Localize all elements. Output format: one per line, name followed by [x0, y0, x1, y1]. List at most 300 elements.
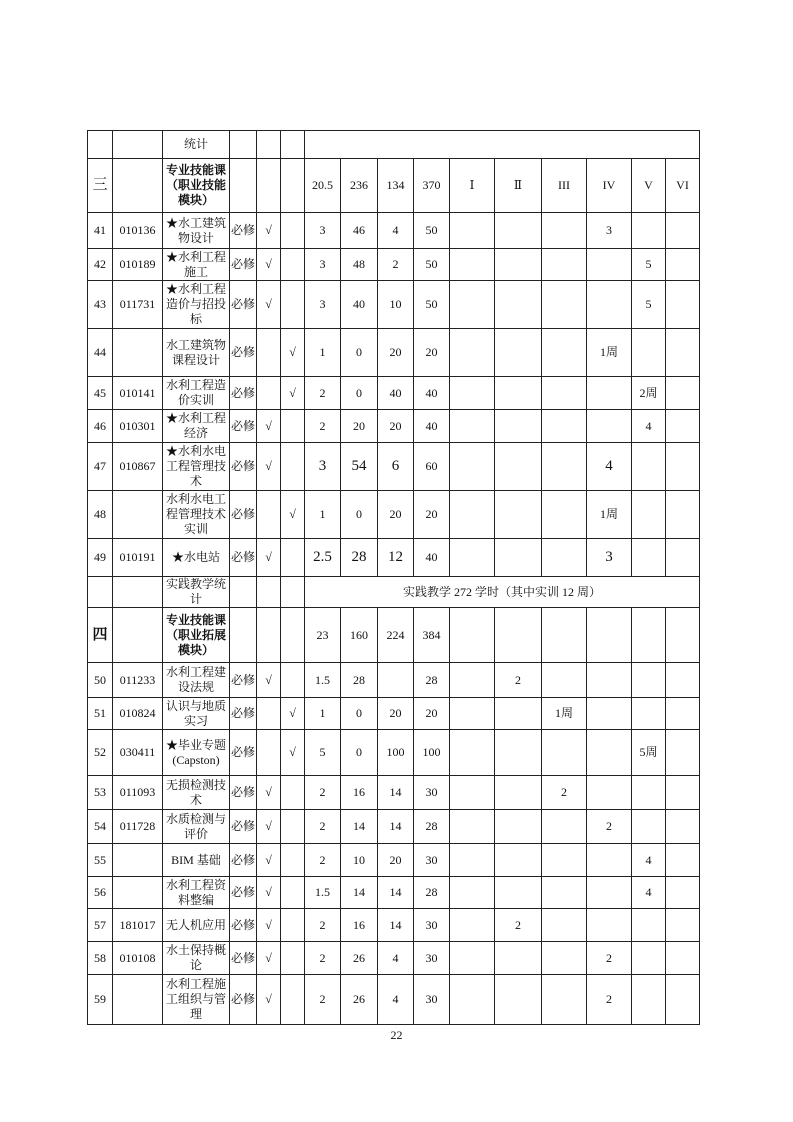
cell-term-1: [450, 810, 495, 844]
cell-check: √: [281, 730, 305, 776]
cell-term-3: [542, 443, 587, 491]
cell-course-code: 010136: [113, 213, 163, 249]
cell-term-6: [666, 810, 700, 844]
cell-credits: 2.5: [305, 539, 341, 577]
cell-practice-hours: 100: [378, 730, 414, 776]
cell-theory-hours: 14: [341, 810, 378, 844]
cell-term-5: 5: [632, 249, 666, 281]
cell-practice-hours: 134: [378, 159, 414, 213]
cell-term-1: [450, 663, 495, 698]
table-row: [88, 776, 700, 810]
cell-seq: 57: [88, 909, 113, 942]
cell-term-3: [542, 975, 587, 1025]
cell-exam: √: [257, 942, 281, 975]
cell-course-code: 011233: [113, 663, 163, 698]
cell-exam: [257, 608, 281, 663]
cell-term-3: [542, 410, 587, 443]
cell-practice-hours: 14: [378, 877, 414, 909]
cell-course-name: 无损检测技术: [163, 776, 230, 810]
cell-total-hours: 50: [414, 213, 450, 249]
cell-term-1: [450, 539, 495, 577]
cell-exam: [257, 377, 281, 410]
cell-term-1: [450, 281, 495, 329]
cell-term-6: [666, 410, 700, 443]
cell-term-2: [495, 776, 542, 810]
table-row: [88, 539, 700, 577]
cell-check: [281, 608, 305, 663]
cell-term-2: [495, 213, 542, 249]
cell-term-6: VI: [666, 159, 700, 213]
cell-exam: √: [257, 213, 281, 249]
cell-term-2: [495, 608, 542, 663]
cell-term-3: [542, 608, 587, 663]
cell-check: [281, 539, 305, 577]
cell-seq: 四: [88, 608, 113, 663]
cell-course-name: BIM 基础: [163, 844, 230, 877]
cell-course-name: 水利水电工程管理技术实训: [163, 491, 230, 539]
cell-term-6: [666, 776, 700, 810]
cell-practice-hours: 6: [378, 443, 414, 491]
cell-term-2: [495, 281, 542, 329]
cell-seq: 44: [88, 329, 113, 377]
cell-term-4: [587, 663, 632, 698]
cell-term-3: [542, 663, 587, 698]
cell-check: [281, 131, 305, 159]
cell-seq: 49: [88, 539, 113, 577]
cell-check: [281, 877, 305, 909]
cell-course-type: [230, 159, 257, 213]
cell-exam: [257, 730, 281, 776]
cell-total-hours: 50: [414, 249, 450, 281]
cell-term-1: [450, 377, 495, 410]
table-row: [88, 410, 700, 443]
cell-check: [281, 410, 305, 443]
cell-check: [281, 159, 305, 213]
cell-term-2: [495, 975, 542, 1025]
cell-term-5: [632, 810, 666, 844]
cell-term-3: [542, 329, 587, 377]
cell-seq: 53: [88, 776, 113, 810]
cell-total-hours: 60: [414, 443, 450, 491]
cell-term-2: [495, 249, 542, 281]
cell-theory-hours: 14: [341, 877, 378, 909]
cell-term-2: [495, 443, 542, 491]
cell-theory-hours: 28: [341, 539, 378, 577]
cell-course-code: 010108: [113, 942, 163, 975]
cell-course-code: [113, 975, 163, 1025]
cell-theory-hours: 160: [341, 608, 378, 663]
cell-term-1: [450, 491, 495, 539]
cell-exam: [257, 159, 281, 213]
cell-term-2: Ⅱ: [495, 159, 542, 213]
cell-check: [281, 810, 305, 844]
cell-course-type: 必修: [230, 909, 257, 942]
cell-seq: [88, 577, 113, 608]
cell-credits: 1.5: [305, 663, 341, 698]
cell-total-hours: 20: [414, 329, 450, 377]
cell-term-2: [495, 730, 542, 776]
cell-theory-hours: 40: [341, 281, 378, 329]
table-row: [88, 698, 700, 730]
cell-theory-hours: 0: [341, 730, 378, 776]
cell-term-5: V: [632, 159, 666, 213]
cell-theory-hours: 16: [341, 909, 378, 942]
cell-term-4: [587, 776, 632, 810]
cell-practice-hours: 12: [378, 539, 414, 577]
cell-exam: √: [257, 975, 281, 1025]
cell-course-code: 030411: [113, 730, 163, 776]
cell-course-type: 必修: [230, 663, 257, 698]
cell-exam: √: [257, 539, 281, 577]
cell-credits: 5: [305, 730, 341, 776]
cell-course-type: 必修: [230, 329, 257, 377]
cell-total-hours: 30: [414, 942, 450, 975]
cell-term-4: [587, 730, 632, 776]
cell-theory-hours: 0: [341, 377, 378, 410]
cell-check: [281, 213, 305, 249]
cell-term-2: [495, 844, 542, 877]
cell-merged-note: 实践教学 272 学时（其中实训 12 周）: [305, 577, 700, 608]
cell-course-name: 水利工程施工组织与管理: [163, 975, 230, 1025]
cell-total-hours: 30: [414, 909, 450, 942]
cell-term-5: [632, 539, 666, 577]
cell-course-type: 必修: [230, 443, 257, 491]
cell-term-4: 2: [587, 942, 632, 975]
cell-theory-hours: 26: [341, 975, 378, 1025]
cell-seq: 45: [88, 377, 113, 410]
cell-term-4: [587, 877, 632, 909]
cell-total-hours: 30: [414, 844, 450, 877]
cell-term-6: [666, 539, 700, 577]
cell-term-5: [632, 942, 666, 975]
cell-total-hours: 20: [414, 491, 450, 539]
cell-term-6: [666, 329, 700, 377]
cell-theory-hours: 0: [341, 698, 378, 730]
cell-term-1: [450, 776, 495, 810]
cell-check: [281, 663, 305, 698]
cell-theory-hours: 0: [341, 329, 378, 377]
cell-term-1: [450, 730, 495, 776]
cell-term-5: [632, 698, 666, 730]
cell-course-type: 必修: [230, 281, 257, 329]
cell-term-2: [495, 877, 542, 909]
cell-course-type: 必修: [230, 698, 257, 730]
table-row: [88, 249, 700, 281]
cell-course-type: 必修: [230, 810, 257, 844]
cell-course-name: 统计: [163, 131, 230, 159]
cell-total-hours: 370: [414, 159, 450, 213]
cell-credits: 1: [305, 329, 341, 377]
cell-term-2: [495, 377, 542, 410]
cell-course-name: ★水利工程施工: [163, 249, 230, 281]
cell-course-name: ★水利水电工程管理技术: [163, 443, 230, 491]
cell-course-name: ★水工建筑物设计: [163, 213, 230, 249]
cell-credits: 2: [305, 377, 341, 410]
cell-credits: 3: [305, 443, 341, 491]
cell-seq: 43: [88, 281, 113, 329]
cell-total-hours: 30: [414, 776, 450, 810]
cell-credits: 1.5: [305, 877, 341, 909]
cell-seq: 三: [88, 159, 113, 213]
cell-practice-hours: 20: [378, 844, 414, 877]
cell-credits: 3: [305, 213, 341, 249]
cell-practice-hours: 10: [378, 281, 414, 329]
cell-check: [281, 577, 305, 608]
cell-credits: 2: [305, 410, 341, 443]
cell-check: [281, 281, 305, 329]
cell-course-name: 专业技能课（职业拓展模块）: [163, 608, 230, 663]
cell-term-6: [666, 491, 700, 539]
cell-check: √: [281, 698, 305, 730]
cell-term-5: [632, 443, 666, 491]
table-row: [88, 844, 700, 877]
cell-term-5: 5周: [632, 730, 666, 776]
cell-term-6: [666, 213, 700, 249]
cell-credits: 20.5: [305, 159, 341, 213]
cell-term-4: 2: [587, 975, 632, 1025]
cell-term-1: [450, 410, 495, 443]
cell-exam: [257, 577, 281, 608]
cell-practice-hours: 14: [378, 776, 414, 810]
cell-practice-hours: 4: [378, 942, 414, 975]
cell-exam: √: [257, 410, 281, 443]
cell-course-name: 水土保持概论: [163, 942, 230, 975]
cell-credits: 2: [305, 844, 341, 877]
cell-term-4: [587, 698, 632, 730]
cell-term-2: [495, 698, 542, 730]
cell-term-6: [666, 281, 700, 329]
cell-exam: √: [257, 877, 281, 909]
cell-course-type: 必修: [230, 491, 257, 539]
cell-theory-hours: 16: [341, 776, 378, 810]
table-row: [88, 329, 700, 377]
cell-term-4: [587, 281, 632, 329]
cell-seq: 51: [88, 698, 113, 730]
cell-term-4: [587, 608, 632, 663]
cell-exam: [257, 131, 281, 159]
cell-term-2: 2: [495, 663, 542, 698]
cell-course-name: ★水利工程造价与招投标: [163, 281, 230, 329]
cell-exam: [257, 329, 281, 377]
cell-term-3: [542, 539, 587, 577]
cell-term-2: [495, 491, 542, 539]
cell-check: [281, 909, 305, 942]
cell-practice-hours: 224: [378, 608, 414, 663]
cell-term-3: III: [542, 159, 587, 213]
table-row: [88, 213, 700, 249]
cell-course-code: 011728: [113, 810, 163, 844]
cell-term-3: [542, 213, 587, 249]
cell-term-5: 5: [632, 281, 666, 329]
cell-seq: 41: [88, 213, 113, 249]
cell-term-3: [542, 810, 587, 844]
cell-seq: 47: [88, 443, 113, 491]
cell-course-code: 010867: [113, 443, 163, 491]
cell-credits: 1: [305, 698, 341, 730]
cell-term-5: 2周: [632, 377, 666, 410]
cell-term-5: 4: [632, 877, 666, 909]
cell-term-5: 4: [632, 844, 666, 877]
cell-term-6: [666, 608, 700, 663]
cell-credits: 23: [305, 608, 341, 663]
cell-term-6: [666, 377, 700, 410]
cell-course-type: 必修: [230, 975, 257, 1025]
course-table: [87, 130, 700, 1025]
cell-practice-hours: 4: [378, 213, 414, 249]
cell-seq: 48: [88, 491, 113, 539]
cell-term-6: [666, 730, 700, 776]
table-row: [88, 942, 700, 975]
cell-exam: √: [257, 249, 281, 281]
cell-course-code: 181017: [113, 909, 163, 942]
cell-exam: √: [257, 844, 281, 877]
cell-total-hours: 30: [414, 975, 450, 1025]
cell-course-code: [113, 131, 163, 159]
table-row: [88, 443, 700, 491]
cell-course-type: 必修: [230, 410, 257, 443]
table-row: [88, 131, 700, 159]
cell-course-name: 专业技能课（职业技能模块）: [163, 159, 230, 213]
cell-term-2: [495, 539, 542, 577]
cell-course-type: 必修: [230, 844, 257, 877]
cell-term-5: [632, 608, 666, 663]
cell-term-6: [666, 443, 700, 491]
cell-check: [281, 249, 305, 281]
cell-term-3: [542, 844, 587, 877]
cell-term-4: IV: [587, 159, 632, 213]
cell-course-code: 010189: [113, 249, 163, 281]
cell-term-5: [632, 329, 666, 377]
cell-term-5: [632, 975, 666, 1025]
cell-merged-note: [305, 131, 700, 159]
cell-practice-hours: 20: [378, 698, 414, 730]
cell-course-name: ★毕业专题(Capston): [163, 730, 230, 776]
cell-term-3: [542, 877, 587, 909]
cell-term-6: [666, 249, 700, 281]
cell-seq: 54: [88, 810, 113, 844]
table-row: [88, 975, 700, 1025]
cell-term-4: [587, 410, 632, 443]
cell-practice-hours: 4: [378, 975, 414, 1025]
cell-course-type: [230, 608, 257, 663]
table-body: [88, 131, 700, 1025]
cell-practice-hours: [378, 663, 414, 698]
cell-practice-hours: 20: [378, 329, 414, 377]
table-row: [88, 877, 700, 909]
cell-course-type: 必修: [230, 942, 257, 975]
cell-term-4: 3: [587, 539, 632, 577]
cell-seq: 55: [88, 844, 113, 877]
cell-theory-hours: 0: [341, 491, 378, 539]
cell-course-type: 必修: [230, 213, 257, 249]
cell-term-6: [666, 844, 700, 877]
cell-course-code: 010824: [113, 698, 163, 730]
cell-term-6: [666, 975, 700, 1025]
cell-seq: 56: [88, 877, 113, 909]
cell-term-5: [632, 776, 666, 810]
cell-term-1: [450, 844, 495, 877]
cell-term-6: [666, 663, 700, 698]
cell-course-code: [113, 329, 163, 377]
cell-course-code: [113, 577, 163, 608]
cell-credits: 2: [305, 810, 341, 844]
cell-credits: 2: [305, 975, 341, 1025]
cell-term-1: [450, 443, 495, 491]
cell-course-name: ★水电站: [163, 539, 230, 577]
cell-course-name: 无人机应用: [163, 909, 230, 942]
table-row: [88, 577, 700, 608]
cell-term-3: 2: [542, 776, 587, 810]
cell-total-hours: 28: [414, 877, 450, 909]
cell-practice-hours: 2: [378, 249, 414, 281]
cell-total-hours: 384: [414, 608, 450, 663]
cell-course-code: [113, 159, 163, 213]
cell-check: [281, 975, 305, 1025]
table-row: [88, 663, 700, 698]
cell-seq: 50: [88, 663, 113, 698]
cell-theory-hours: 54: [341, 443, 378, 491]
cell-term-3: [542, 377, 587, 410]
cell-total-hours: 40: [414, 410, 450, 443]
table-row: [88, 281, 700, 329]
cell-practice-hours: 20: [378, 491, 414, 539]
cell-course-name: 水利工程造价实训: [163, 377, 230, 410]
cell-term-3: [542, 491, 587, 539]
cell-practice-hours: 14: [378, 909, 414, 942]
table-row: [88, 608, 700, 663]
cell-course-code: [113, 877, 163, 909]
cell-exam: √: [257, 281, 281, 329]
cell-term-1: [450, 249, 495, 281]
cell-theory-hours: 10: [341, 844, 378, 877]
cell-practice-hours: 14: [378, 810, 414, 844]
cell-total-hours: 28: [414, 810, 450, 844]
cell-term-1: Ⅰ: [450, 159, 495, 213]
cell-total-hours: 50: [414, 281, 450, 329]
cell-course-code: 010301: [113, 410, 163, 443]
cell-course-name: 水利工程资料整编: [163, 877, 230, 909]
cell-total-hours: 40: [414, 377, 450, 410]
cell-term-1: [450, 942, 495, 975]
cell-total-hours: 100: [414, 730, 450, 776]
cell-check: [281, 443, 305, 491]
cell-term-1: [450, 213, 495, 249]
cell-term-4: [587, 249, 632, 281]
cell-term-3: 1周: [542, 698, 587, 730]
cell-exam: √: [257, 810, 281, 844]
cell-term-1: [450, 698, 495, 730]
cell-check: √: [281, 491, 305, 539]
cell-course-name: ★水利工程经济: [163, 410, 230, 443]
cell-term-4: [587, 844, 632, 877]
cell-term-1: [450, 329, 495, 377]
page-number: 22: [390, 1028, 403, 1042]
cell-term-1: [450, 877, 495, 909]
cell-credits: 1: [305, 491, 341, 539]
cell-term-6: [666, 942, 700, 975]
cell-term-4: 1周: [587, 329, 632, 377]
cell-exam: √: [257, 663, 281, 698]
cell-exam: √: [257, 909, 281, 942]
cell-term-6: [666, 698, 700, 730]
cell-credits: 2: [305, 776, 341, 810]
cell-term-2: [495, 942, 542, 975]
cell-term-5: [632, 491, 666, 539]
cell-practice-hours: 20: [378, 410, 414, 443]
cell-term-3: [542, 909, 587, 942]
cell-term-1: [450, 909, 495, 942]
cell-course-type: 必修: [230, 539, 257, 577]
